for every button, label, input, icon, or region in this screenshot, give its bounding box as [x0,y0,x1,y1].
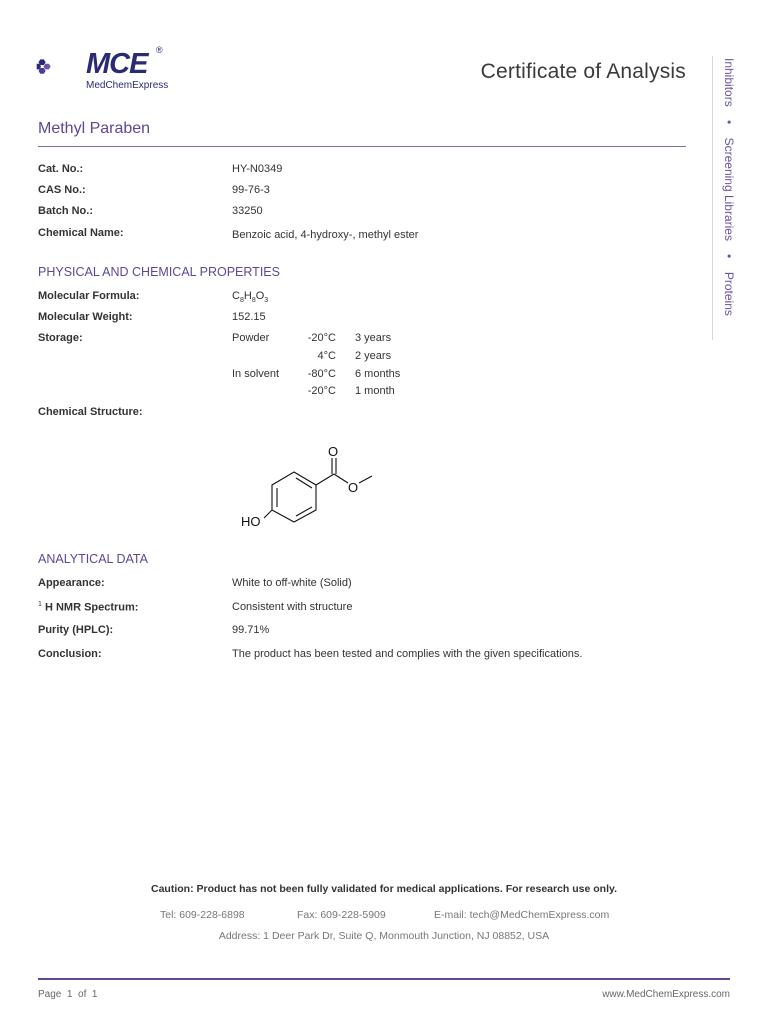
brand-name: MCE [86,48,148,80]
cat-no-value: HY-N0349 [232,163,283,175]
carbonyl-oxygen: O [328,444,339,459]
storage-temp: -20°C [307,385,336,397]
caution-notice: Caution: Product has not been fully validated for medical applications. For research use only. [151,883,617,895]
conclusion-label: Conclusion: [38,648,102,660]
storage-time: 3 years [355,332,392,344]
appearance-label: Appearance: [38,577,105,589]
conclusion-value: The product has been tested and complies with the given specifications. [232,648,583,660]
molecular-formula-label: Molecular Formula: [38,290,140,302]
storage-time: 2 years [355,350,392,362]
storage-form: Powder [232,332,270,344]
cat-no-label: Cat. No.: [38,163,84,175]
batch-no-label: Batch No.: [38,205,93,217]
ester-oxygen: O [348,480,359,495]
side-divider [712,56,713,340]
chemical-structure-diagram [232,430,392,550]
page-number: Page 1 of 1 [38,989,98,1000]
website-link[interactable]: www.MedChemExpress.com [602,989,730,1000]
cas-no-label: CAS No.: [38,184,86,196]
molecular-formula-value: $C_8H_8O_3$ [232,290,269,305]
storage-time: 1 month [355,385,395,397]
side-tab-proteins[interactable]: Proteins [722,271,736,316]
side-tab-screening-libraries[interactable]: Screening Libraries [722,137,736,241]
hnmr-label: $^1$ H NMR Spectrum: [38,601,139,614]
batch-no-value: 33250 [232,205,263,217]
contact-address: Address: 1 Deer Park Dr, Suite Q, Monmouth Junction, NJ 08852, USA [218,930,550,942]
storage-temp: 4°C [317,350,336,362]
storage-temp: -80°C [307,368,336,380]
mce-logo-icon [36,42,86,94]
appearance-value: White to off-white (Solid) [232,577,352,589]
storage-form: In solvent [232,368,280,380]
registered-mark: ® [156,45,163,55]
purity-value: 99.71% [232,624,270,636]
storage-time: 6 months [355,368,401,380]
contact-email[interactable]: E-mail: tech@MedChemExpress.com [434,909,610,921]
physical-properties-heading: PHYSICAL AND CHEMICAL PROPERTIES [38,265,280,279]
hydroxyl-label: HO [241,514,261,529]
chemical-name-label: Chemical Name: [38,227,124,239]
cas-no-value: 99-76-3 [232,184,270,196]
footer-divider [38,978,730,980]
chemical-structure-label: Chemical Structure: [38,406,143,418]
document-title: Certificate of Analysis [480,60,686,83]
hnmr-value: Consistent with structure [232,601,353,613]
side-tab-separator: • [722,254,736,259]
side-tabs [716,58,736,342]
contact-fax: Fax: 609-228-5909 [297,909,386,921]
contact-tel: Tel: 609-228-6898 [160,909,245,921]
side-tab-separator: • [722,120,736,125]
brand-subtitle: MedChemExpress [86,80,169,91]
chemical-name-value: Benzoic acid, 4-hydroxy-, methyl ester [232,229,419,241]
header-divider [38,146,686,147]
analytical-data-heading: ANALYTICAL DATA [38,552,148,566]
molecular-weight-value: 152.15 [232,311,266,323]
side-tab-inhibitors[interactable]: Inhibitors [722,58,736,107]
storage-temp: -20°C [307,332,336,344]
storage-label: Storage: [38,332,83,344]
product-name: Methyl Paraben [38,120,151,137]
molecular-weight-label: Molecular Weight: [38,311,133,323]
purity-label: Purity (HPLC): [38,624,114,636]
